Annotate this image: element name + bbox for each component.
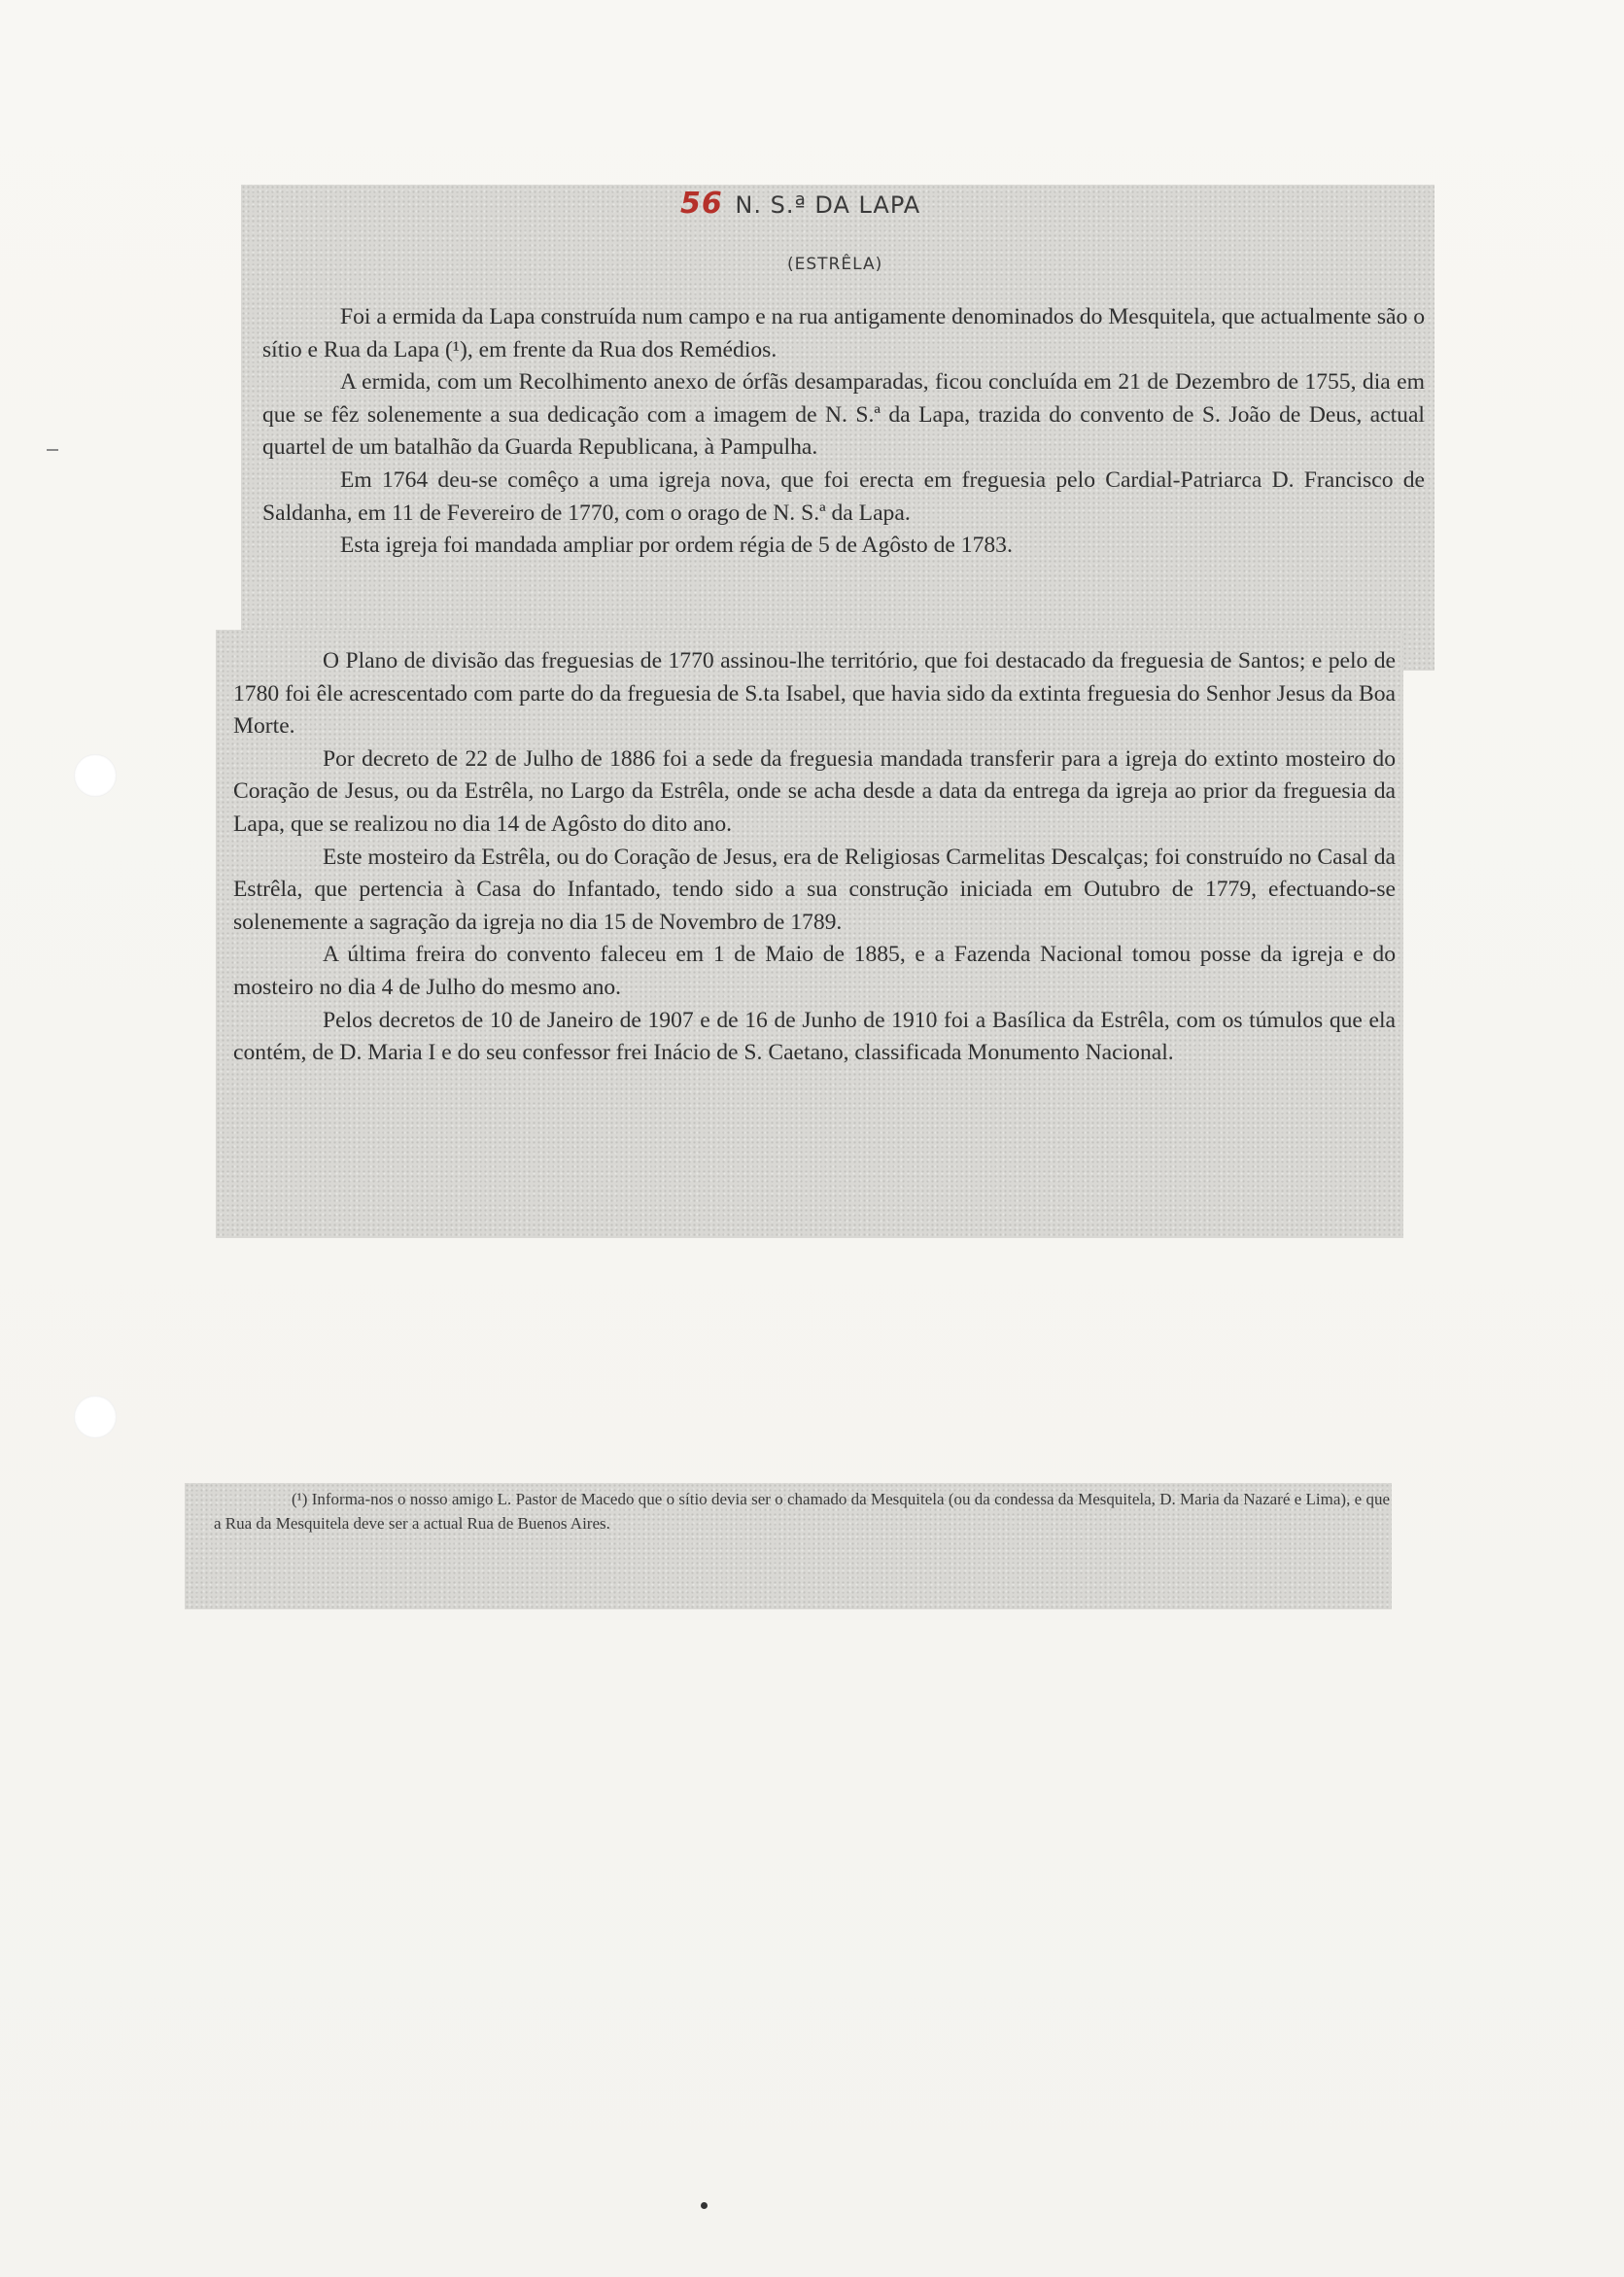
- stray-mark: [47, 449, 58, 451]
- paragraph: Este mosteiro da Estrêla, ou do Coração de Jesus, era de Religiosas Carmelitas Descalças; foi construído no Casal da Estrêla, que pertencia à Casa do Infantado, tendo sido a sua construção iniciada em Outubro de 1779, efectuando-se solenemente a sagração da igreja no dia 15 de Novembro de 1789.: [233, 844, 1396, 935]
- paragraph: O Plano de divisão das freguesias de 1770 assinou-lhe território, que foi destacado da freguesia de Santos; e pelo de 1780 foi êle acrescentado com parte do da freguesia de S.ta Isabel, que havia sido da extinta freguesia do Senhor Jesus da Boa Morte.: [233, 648, 1396, 740]
- bottom-mark: [701, 2202, 708, 2209]
- punch-hole-top: [74, 754, 117, 797]
- paragraph: Esta igreja foi mandada ampliar por ordem régia de 5 de Agôsto de 1783.: [340, 533, 1013, 559]
- paragraph: Foi a ermida da Lapa construída num campo e na rua antigamente denominados do Mesquitela, que actualmente são o sítio e Rua da Lapa (¹), em frente da Rua dos Remédios.: [262, 304, 1425, 362]
- paragraph: Por decreto de 22 de Julho de 1886 foi a sede da freguesia mandada transferir para a igreja do extinto mosteiro do Coração de Jesus, ou da Estrêla, no Largo da Estrêla, onde se acha desde a data da entrega da igreja ao prior da freguesia da Lapa, que se realizou no dia 14 de Agôsto do dito ano.: [233, 745, 1396, 837]
- paragraph: Pelos decretos de 10 de Janeiro de 1907 e de 16 de Junho de 1910 foi a Basílica da Estrêla, com os túmulos que ela contém, de D. Maria I e do seu confessor frei Inácio de S. Caetano, classificada Monumento Nacional.: [233, 1007, 1396, 1066]
- page-header: [680, 187, 1030, 225]
- page-title: N. S.ª DA LAPA: [735, 191, 921, 219]
- footnote: (¹) Informa-nos o nosso amigo L. Pastor de Macedo que o sítio devia ser o chamado da Mesquitela (ou da condessa da Mesquitela, D. Maria da Nazaré e Lima), e que a Rua da Mesquitela deve ser a actual Rua de Buenos Aires.: [214, 1490, 1390, 1533]
- page-subtitle: (ESTRÊLA): [787, 255, 883, 274]
- text-block-main: [233, 645, 1396, 1070]
- paragraph: A ermida, com um Recolhimento anexo de órfãs desamparadas, ficou concluída em 21 de Dezembro de 1755, dia em que se fêz solenemente a sua dedicação com a imagem de N. S.ª da Lapa, trazida do convento de S. João de Deus, actual quartel de um batalhão da Guarda Republicana, à Pampulha.: [262, 369, 1425, 461]
- page-number: 56: [680, 187, 723, 221]
- paragraph: Em 1764 deu-se comêço a uma igreja nova, que foi erecta em freguesia pelo Cardial-Patriarca D. Francisco de Saldanha, em 11 de Fevereiro de 1770, com o orago de N. S.ª da Lapa.: [262, 466, 1425, 526]
- paragraph: A última freira do convento faleceu em 1 de Maio de 1885, e a Fazenda Nacional tomou posse da igreja e do mosteiro no dia 4 de Julho do mesmo ano.: [233, 942, 1396, 1000]
- punch-hole-bottom: [74, 1396, 117, 1438]
- text-block-upper: [262, 301, 1425, 563]
